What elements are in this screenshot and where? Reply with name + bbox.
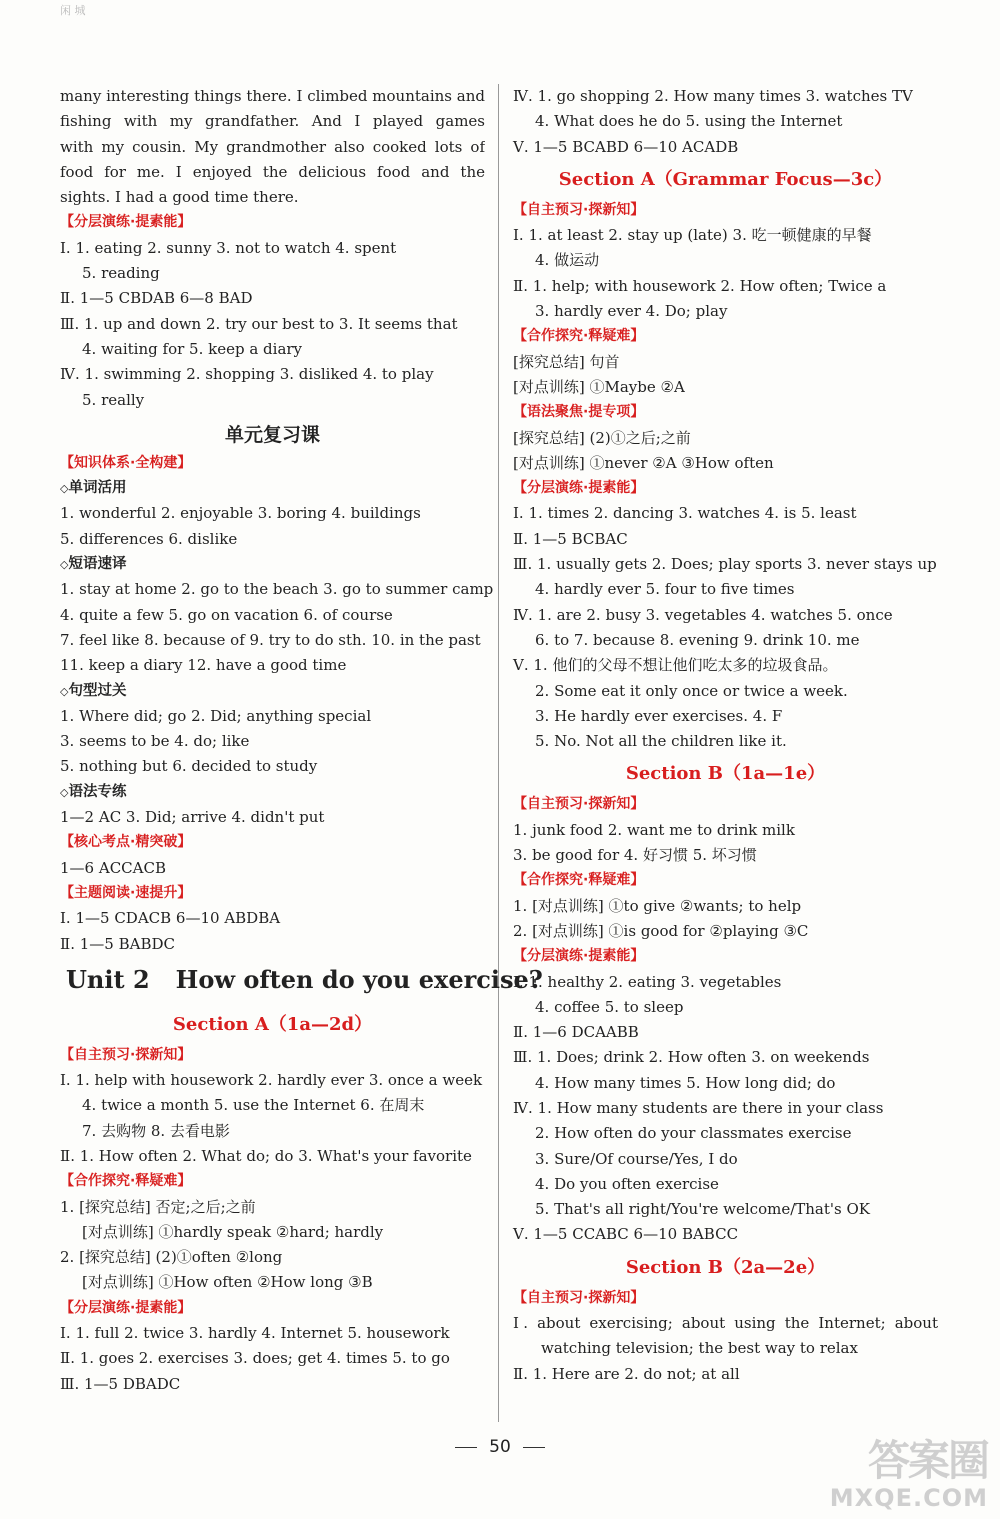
watermark <box>806 1428 996 1518</box>
answer-line: Ⅱ. 1. How often 2. What do; do 3. What's your favorite <box>60 1146 472 1165</box>
page-number-value: 50 <box>489 1437 511 1457</box>
section-tag: 【语法聚焦·提专项】 <box>513 404 645 421</box>
answer-line: 4. quite a few 5. go on vacation 6. of course <box>60 605 393 624</box>
section-tag: 【知识体系·全构建】 <box>60 454 192 471</box>
answer-line: Ⅳ. 1. How many students are there in your class <box>513 1098 884 1117</box>
answer-line: Ⅱ. 1. help; with housework 2. How often; Twice a <box>513 276 887 295</box>
answer-line: 2. How often do your classmates exercise <box>535 1124 852 1143</box>
subheading <box>60 679 485 704</box>
answer-line: Ⅳ. 1. are 2. busy 3. vegetables 4. watches 5. once <box>513 605 893 624</box>
answer-line: 1. junk food 2. want me to drink milk <box>513 820 795 839</box>
answer-line: [探究总结] (2)①之后;之前 <box>513 428 691 447</box>
answer-line: 2. [对点训练] ①is good for ②playing ③C <box>513 921 809 940</box>
answer-line: 3. be good for 4. 好习惯 5. 坏习惯 <box>513 846 757 865</box>
answer-line: 4. How many times 5. How long did; do <box>535 1073 836 1092</box>
answer-line: Ⅱ. 1. goes 2. exercises 3. does; get 4. times 5. to go <box>60 1349 450 1368</box>
answer-line: 11. keep a diary 12. have a good time <box>60 656 347 675</box>
diamond-icon: ◇ <box>60 684 69 698</box>
answer-line: Ⅲ. 1. Does; drink 2. How often 3. on weekends <box>513 1048 870 1067</box>
section-tag: 【自主预习·探新知】 <box>513 1289 645 1306</box>
answer-line: 4. Do you often exercise <box>535 1174 719 1193</box>
answer-line: Ⅰ. 1. full 2. twice 3. hardly 4. Internet 5. housework <box>60 1324 450 1343</box>
review-title: 单元复习课 <box>224 423 320 446</box>
answer-line: 1. stay at home 2. go to the beach 3. go to summer camp <box>60 580 494 599</box>
dash-icon <box>523 1447 545 1448</box>
subheading <box>60 552 485 577</box>
answer-line: 4. waiting for 5. keep a diary <box>82 339 303 358</box>
answer-line: Ⅰ. about exercising; about using the Internet; about <box>513 1314 938 1333</box>
text-line: sights. I had a good time there. <box>60 188 299 207</box>
section-tag: 【合作探究·释疑难】 <box>513 872 645 889</box>
answer-line: 2. [探究总结] (2)①often ②long <box>60 1248 283 1267</box>
answer-line: 1. [对点训练] ①to give ②wants; to help <box>513 896 802 915</box>
section-heading: Section A（Grammar Focus—3c） <box>558 168 893 190</box>
answer-line: 3. hardly ever 4. Do; play <box>535 302 728 321</box>
diamond-icon: ◇ <box>60 785 69 799</box>
watermark-url: MXQE.COM <box>829 1484 988 1512</box>
subheading-label: 短语速译 <box>68 556 127 573</box>
answer-line: 1. [探究总结] 否定;之后;之前 <box>60 1197 256 1216</box>
answer-line: 4. What does he do 5. using the Internet <box>535 112 843 131</box>
answer-line: 4. coffee 5. to sleep <box>535 997 684 1016</box>
section-tag: 【自主预习·探新知】 <box>513 201 645 218</box>
dash-icon <box>455 1447 477 1448</box>
text-line: with my cousin. My grandmother also cooked lots of <box>60 137 485 156</box>
answer-line: Ⅰ. 1—5 CDACB 6—10 ABDBA <box>60 909 281 928</box>
answer-line: 5. reading <box>82 264 160 283</box>
answer-line: 3. seems to be 4. do; like <box>60 732 250 751</box>
answer-line: 5. differences 6. dislike <box>60 529 238 548</box>
right-column <box>513 84 938 1387</box>
section-tag: 【自主预习·探新知】 <box>513 796 645 813</box>
answer-line: Ⅰ. 1. help with housework 2. hardly ever 3. once a week <box>60 1071 483 1090</box>
answer-line: Ⅱ. 1—6 DCAABB <box>513 1023 639 1042</box>
answer-line: 1—6 ACCACB <box>60 858 166 877</box>
answer-line: watching television; the best way to relax <box>541 1339 858 1358</box>
answer-line: Ⅳ. 1. go shopping 2. How many times 3. watches TV <box>513 87 913 105</box>
answer-line: 4. hardly ever 5. four to five times <box>535 580 795 599</box>
answer-line: Ⅳ. 1. swimming 2. shopping 3. disliked 4. to play <box>60 365 434 384</box>
section-tag: 【合作探究·释疑难】 <box>60 1173 192 1190</box>
section-heading: Section B（1a—1e） <box>625 763 826 785</box>
answer-line: 5. That's all right/You're welcome/That's OK <box>535 1200 870 1219</box>
text-line: fishing with my grandfather. And I played games <box>60 112 485 131</box>
answer-line: [对点训练] ①Maybe ②A <box>513 377 685 396</box>
answer-line: Ⅴ. 1—5 BCABD 6—10 ACADB <box>513 137 739 156</box>
unit-number: Unit 2 <box>66 964 150 994</box>
answer-line: 3. He hardly ever exercises. 4. F <box>535 706 783 725</box>
answer-line: Ⅱ. 1—5 BABDC <box>60 934 175 953</box>
answer-line: Ⅴ. 1—5 CCABC 6—10 BABCC <box>513 1225 739 1244</box>
answer-line: [对点训练] ①hardly speak ②hard; hardly <box>82 1222 384 1241</box>
answer-line: Ⅰ. 1. times 2. dancing 3. watches 4. is 5. least <box>513 504 857 523</box>
subheading-label: 句型过关 <box>68 682 127 699</box>
answer-line: Ⅱ. 1. Here are 2. do not; at all <box>513 1364 740 1383</box>
section-tag: 【分层演练·提素能】 <box>60 214 192 231</box>
answer-line: Ⅱ. 1—5 BCBAC <box>513 529 628 548</box>
answer-line: 7. 去购物 8. 去看电影 <box>82 1121 230 1140</box>
answer-line: [探究总结] 句首 <box>513 352 620 371</box>
diamond-icon: ◇ <box>60 482 69 496</box>
answer-line: 4. 做运动 <box>535 251 600 270</box>
answer-line: Ⅰ. 1. at least 2. stay up (late) 3. 吃一顿健康的早餐 <box>513 226 872 245</box>
subheading <box>60 476 485 501</box>
section-tag: 【自主预习·探新知】 <box>60 1046 192 1063</box>
section-heading: Section B（2a—2e） <box>625 1256 826 1278</box>
subheading-label: 语法专练 <box>68 783 127 800</box>
section-tag: 【分层演练·提素能】 <box>60 1299 192 1316</box>
answer-line: 1. Where did; go 2. Did; anything special <box>60 706 372 725</box>
answer-line: Ⅲ. 1. up and down 2. try our best to 3. It seems that <box>60 314 458 333</box>
column-divider <box>498 84 499 1422</box>
answer-line: Ⅰ. 1. healthy 2. eating 3. vegetables <box>513 972 782 991</box>
answer-line: Ⅲ. 1—5 DBADC <box>60 1374 181 1393</box>
section-tag: 【主题阅读·速提升】 <box>60 884 192 901</box>
section-tag: 【分层演练·提素能】 <box>513 948 645 965</box>
answer-line: 3. Sure/Of course/Yes, I do <box>535 1149 738 1168</box>
unit-heading <box>60 957 543 1005</box>
answer-line: 6. to 7. because 8. evening 9. drink 10. me <box>535 630 860 649</box>
text-line: many interesting things there. I climbed mountains and <box>60 87 485 105</box>
answer-line: 1. wonderful 2. enjoyable 3. boring 4. buildings <box>60 504 421 523</box>
answer-line: [对点训练] ①How often ②How long ③B <box>82 1273 373 1292</box>
answer-line: 7. feel like 8. because of 9. try to do sth. 10. in the past <box>60 630 481 649</box>
answer-line: Ⅴ. 1. 他们的父母不想让他们吃太多的垃圾食品。 <box>513 656 838 675</box>
answer-line: [对点训练] ①never ②A ③How often <box>513 453 774 472</box>
section-tag: 【核心考点·精突破】 <box>60 834 192 851</box>
answer-line: 5. really <box>82 390 145 409</box>
answer-line: 2. Some eat it only once or twice a week. <box>535 681 848 700</box>
header-mark: 闲 城 <box>60 4 86 17</box>
unit-title: How often do you exercise? <box>175 964 543 994</box>
answer-line: 4. twice a month 5. use the Internet 6. 在周末 <box>82 1096 425 1115</box>
section-heading: Section A（1a—2d） <box>172 1013 373 1035</box>
section-tag: 【合作探究·释疑难】 <box>513 328 645 345</box>
answer-line: Ⅰ. 1. eating 2. sunny 3. not to watch 4. spent <box>60 238 397 257</box>
answer-line: Ⅱ. 1—5 CBDAB 6—8 BAD <box>60 289 253 308</box>
watermark-logo: 答案圈 <box>867 1436 988 1485</box>
section-tag: 【分层演练·提素能】 <box>513 480 645 497</box>
text-line: food for me. I enjoyed the delicious food and the <box>60 162 485 181</box>
answer-line: Ⅲ. 1. usually gets 2. Does; play sports 3. never stays up <box>513 555 937 574</box>
answer-line: 1—2 AC 3. Did; arrive 4. didn't put <box>60 808 325 827</box>
answer-line: 5. nothing but 6. decided to study <box>60 757 318 776</box>
subheading <box>60 780 485 805</box>
answer-line: 5. No. Not all the children like it. <box>535 732 787 751</box>
subheading-label: 单词活用 <box>68 480 127 497</box>
left-column <box>60 84 543 1397</box>
diamond-icon: ◇ <box>60 558 69 572</box>
